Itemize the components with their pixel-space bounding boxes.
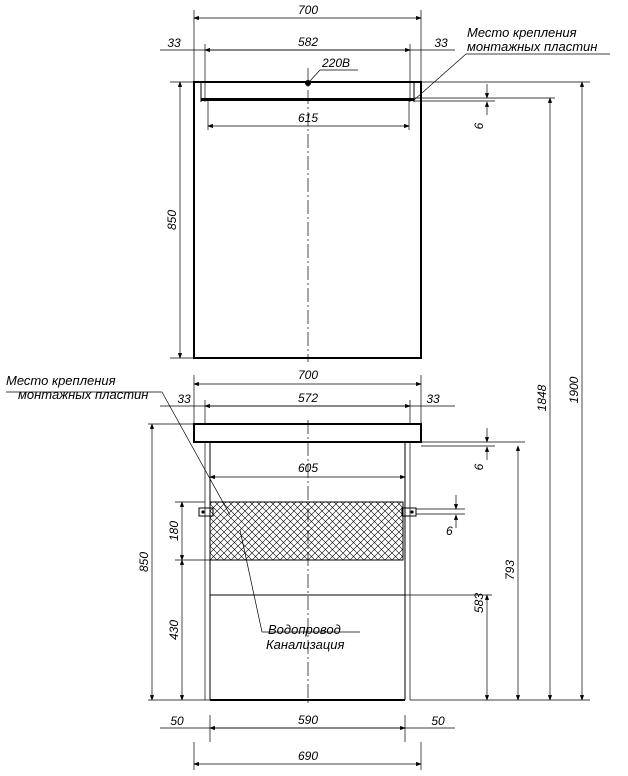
service-zone-hatch — [210, 502, 403, 560]
mirror-mount-note-line1: Место крепления — [467, 25, 577, 40]
mirror-right-33: 33 — [434, 36, 448, 50]
cabinet-mount-note-line2: монтажных пластин — [18, 387, 149, 402]
sewer-label: Канализация — [266, 637, 345, 652]
cabinet-height-850: 850 — [137, 551, 151, 573]
mirror-left-33: 33 — [167, 36, 181, 50]
water-label: Водопровод — [268, 622, 341, 637]
bottom-inner-590: 590 — [297, 713, 319, 727]
mirror-inner-582: 582 — [297, 35, 319, 49]
cabinet-gap-6: 6 — [472, 463, 486, 471]
cabinet-inner-572: 572 — [297, 391, 319, 405]
height-1900: 1900 — [567, 376, 581, 404]
cabinet-right-33: 33 — [426, 392, 440, 406]
zone-height-180: 180 — [167, 520, 181, 542]
bottom-total-690: 690 — [297, 749, 319, 763]
pipe-right — [402, 508, 416, 516]
cabinet-plate-605: 605 — [297, 461, 319, 475]
mirror-plate-615: 615 — [297, 111, 319, 125]
cabinet-view — [6, 368, 525, 770]
mirror-view — [160, 3, 610, 362]
cabinet-width-700: 700 — [297, 368, 319, 382]
power-label: 220В — [322, 56, 351, 70]
height-1848: 1848 — [535, 384, 549, 412]
height-583: 583 — [472, 592, 486, 614]
lower-height-430: 430 — [167, 619, 181, 641]
height-dimensions — [405, 82, 590, 700]
height-793: 793 — [503, 559, 517, 581]
cabinet-side-gap-6: 6 — [446, 524, 453, 538]
mirror-width-700: 700 — [297, 3, 319, 17]
bottom-left-50: 50 — [170, 714, 184, 728]
bottom-right-50: 50 — [431, 714, 445, 728]
cabinet-mount-note-line1: Место крепления — [6, 373, 116, 388]
mirror-gap-6: 6 — [472, 122, 486, 130]
cabinet-countertop — [194, 424, 421, 442]
mirror-height-850: 850 — [165, 209, 179, 231]
mirror-mount-note-line2: монтажных пластин — [467, 39, 598, 54]
cabinet-left-33: 33 — [177, 392, 191, 406]
